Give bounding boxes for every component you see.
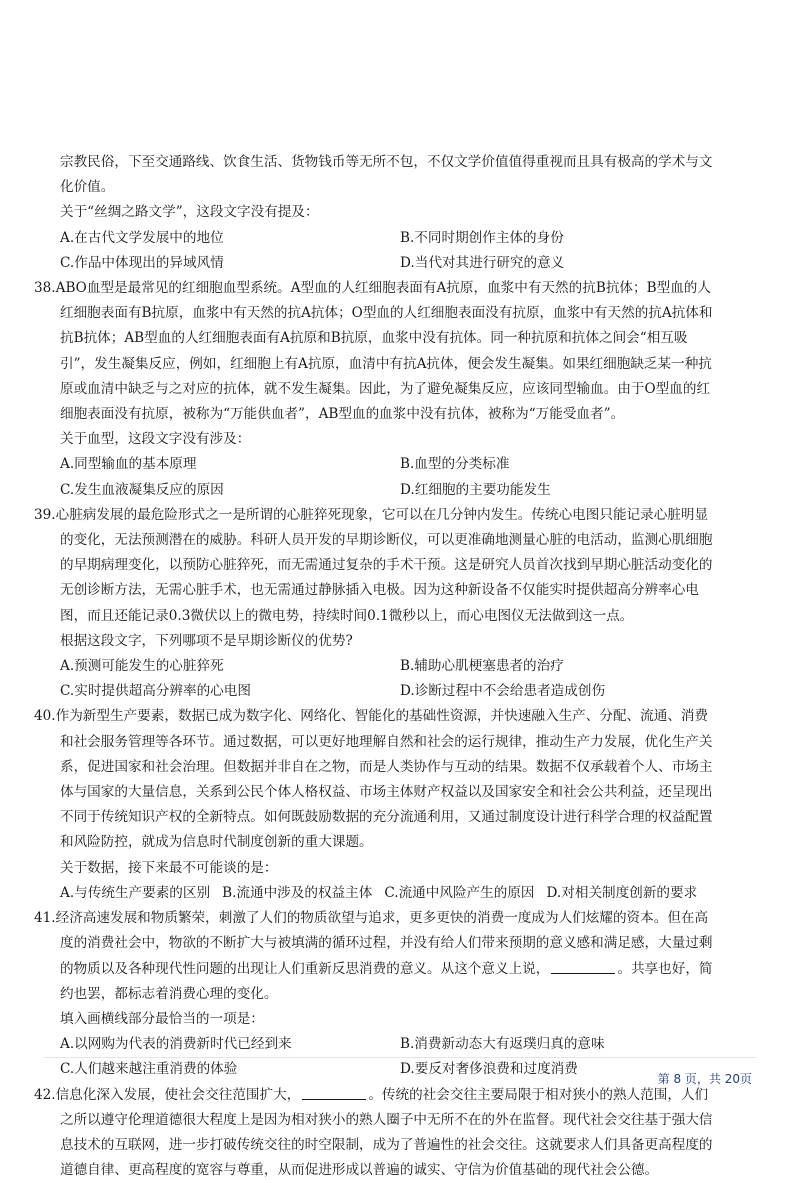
paragraph-line: 约也罢，都标志着消费心理的变化。 — [60, 985, 278, 1002]
paragraph-line: 和风险防控，就成为信息时代制度创新的重大课题。 — [60, 834, 373, 851]
paragraph-line: 的早期病理变化，以预防心脏猝死，而无需通过复杂的手术干预。这是研究人员首次找到早期心脏活动变化的 — [60, 557, 713, 574]
option-c: C.作品中体现出的异域风情 — [60, 254, 224, 271]
page-number: 第 8 页，共 20页 — [657, 1072, 752, 1086]
options-grid — [60, 452, 742, 502]
paragraph-line: 宗教民俗，下至交通路线、饮食生活、货物钱币等无所不包，不仅文学价值值得重视而且具有极高的学术与文 — [60, 154, 713, 170]
option-b: B.消费新动态大有返璞归真的意味 — [400, 1036, 605, 1053]
option-c: C.实时提供超高分辨率的心电图 — [60, 683, 251, 700]
question-42 — [34, 1083, 742, 1183]
paragraph-line: 体与国家的大量信息，关系到公民个体人格权益、市场主体财产权益以及国家安全和社会公共利益，还呈现出 — [60, 784, 713, 801]
paragraph-line: 心脏病发展的最危险形式之一是所谓的心脏猝死现象，它可以在几分钟内发生。传统心电图只能记录心脏明显 — [55, 506, 709, 523]
paragraph-line: 之所以遵守伦理道德很大程度上是因为相对狭小的熟人圈子中无所不在的外在监督。现代社会交往基于强大信 — [60, 1111, 713, 1128]
option-b: B.辅助心肌梗塞患者的治疗 — [400, 658, 564, 675]
option-d: D.当代对其进行研究的意义 — [400, 254, 565, 271]
question-first-line — [34, 704, 742, 729]
paragraph-line: 原或血清中缺乏与之对应的抗体，就不发生凝集。因此，为了避免凝集反应，应该同型输血。由于O型血的红 — [60, 380, 711, 397]
option-b: B.不同时期创作主体的身份 — [400, 229, 564, 246]
options-row — [60, 881, 742, 906]
option-c: C.发生血液凝集反应的原因 — [60, 481, 224, 498]
paragraph-line — [60, 957, 742, 982]
question-number: 40. — [34, 708, 56, 725]
paragraph-line: 无创诊断方法，无需心脏手术，也无需通过静脉插入电极。因为这种新设备不仅能实时提供超高分辨率心电 — [60, 582, 699, 599]
paragraph-line: ABO血型是最常见的红细胞血型系统。A型血的人红细胞表面有A抗原，血浆中有天然的抗B抗体；B型血的人 — [55, 280, 711, 297]
option-d: D.对相关制度创新的要求 — [546, 884, 698, 901]
text-segment: 信息化深入发展，使社会交往范围扩大， — [55, 1086, 301, 1103]
question-first-line — [34, 276, 742, 301]
option-d: D.诊断过程中不会给患者造成创伤 — [400, 683, 606, 700]
paragraph-line: 系，促进国家和社会治理。但数据并非自在之物，而是人类协作与互动的结果。数据不仅承载着个人、市场主 — [60, 758, 713, 775]
question-40 — [34, 704, 742, 906]
paragraph-line: 抗B抗体；AB型血的人红细胞表面有A抗原和B抗原，血浆中没有抗体。同一种抗原和抗体之间会“相互吸 — [60, 330, 688, 347]
option-a: A.预测可能发生的心脏猝死 — [60, 658, 224, 675]
paragraph-line: 息技术的互联网，进一步打破传统交往的时空限制，成为了普遍性的社会交往。这就要求人们具备更高程度的 — [60, 1136, 713, 1153]
option-a: A.同型输血的基本原理 — [60, 456, 197, 473]
options-grid — [60, 654, 742, 704]
option-d: D.红细胞的主要功能发生 — [400, 481, 551, 498]
question-39 — [34, 503, 742, 705]
fill-in-blank — [551, 959, 615, 974]
option-c: C.流通中风险产生的原因 — [384, 884, 535, 901]
paragraph-line: 引”，发生凝集反应，例如，红细胞上有A抗原，血清中有抗A抗体，便会发生凝集。如果红细胞缺乏某一种抗 — [60, 355, 712, 372]
paragraph-line: 图，而且还能记录0.3微伏以上的微电势，持续时间0.1微秒以上，而心电图仪无法做到这一点。 — [60, 607, 634, 624]
paragraph-line: 道德自律、更高程度的宽容与尊重，从而促进形成以普遍的诚实、守信为价值基础的现代社会公德。 — [60, 1162, 659, 1179]
option-b: B.血型的分类标准 — [400, 456, 510, 473]
option-b: B.流通中涉及的权益主体 — [222, 884, 373, 901]
text-segment: 。传统的社会交往主要局限于相对狭小的熟人范围，人们 — [368, 1086, 709, 1103]
question-stem: 关于数据，接下来最不可能谈的是： — [60, 859, 278, 876]
question-stem: 填入画横线部分最恰当的一项是： — [60, 1010, 264, 1027]
question-first-line — [34, 1083, 742, 1108]
fill-in-blank — [302, 1085, 366, 1100]
paragraph-line: 度的消费社会中，物欲的不断扩大与被填满的循环过程，并没有给人们带来预期的意义感和满足感，大量过剩 — [60, 935, 713, 952]
paragraph-line: 红细胞表面有B抗原，血浆中有天然的抗A抗体；O型血的人红细胞表面没有抗原，血浆中有天然的抗A抗体和 — [60, 305, 713, 322]
paragraph-line: 经济高速发展和物质繁荣，刺激了人们的物质欲望与追求，更多更快的消费一度成为人们炫耀的资本。但在高 — [55, 910, 709, 927]
option-a: A.在古代文学发展中的地位 — [60, 229, 224, 246]
option-c: C.人们越来越注重消费的体验 — [60, 1061, 238, 1078]
question-stem: 关于血型，这段文字没有涉及： — [60, 431, 251, 448]
question-stem: 根据这段文字，下列哪项不是早期诊断仪的优势? — [60, 632, 353, 649]
question-number: 38. — [34, 280, 56, 297]
paragraph-line: 化价值。 — [60, 179, 115, 196]
question-number: 42. — [34, 1086, 56, 1103]
paragraph-line: 细胞表面没有抗原，被称为“万能供血者”，AB型血的血浆中没有抗体，被称为“万能受血者”。 — [60, 406, 625, 423]
text-segment: 的物质以及各种现代性问题的出现让人们重新反思消费的意义。从这个意义上说， — [60, 960, 550, 977]
option-d: D.要反对奢侈浪费和过度消费 — [400, 1061, 578, 1078]
paragraph-line: 不同于传统知识产权的全新特点。如何既鼓励数据的充分流通利用，又通过制度设计进行科学合理的权益配置 — [60, 809, 713, 826]
question-38 — [34, 276, 742, 503]
previous-question-continuation — [60, 150, 742, 276]
option-a: A.与传统生产要素的区别 — [60, 884, 211, 901]
text-segment: 。共享也好，简 — [617, 960, 713, 977]
options-grid — [60, 226, 742, 276]
question-number: 41. — [34, 910, 56, 927]
paragraph-line: 作为新型生产要素，数据已成为数字化、网络化、智能化的基础性资源，并快速融入生产、分配、流通、消费 — [55, 708, 709, 725]
footer-divider — [44, 1057, 756, 1058]
option-a: A.以网购为代表的消费新时代已经到来 — [60, 1036, 292, 1053]
question-number: 39. — [34, 506, 56, 523]
question-first-line — [34, 503, 742, 528]
paragraph-line: 的变化，无法预测潜在的威胁。科研人员开发的早期诊断仪，可以更准确地测量心脏的电活动，监测心肌细胞 — [60, 532, 713, 549]
page-content — [34, 150, 742, 1183]
question-stem: 关于“丝绸之路文学”，这段文字没有提及： — [60, 204, 319, 221]
question-first-line — [34, 906, 742, 931]
paragraph-line: 和社会服务管理等各环节。通过数据，可以更好地理解自然和社会的运行规律，推动生产力发展，优化生产关 — [60, 733, 713, 750]
